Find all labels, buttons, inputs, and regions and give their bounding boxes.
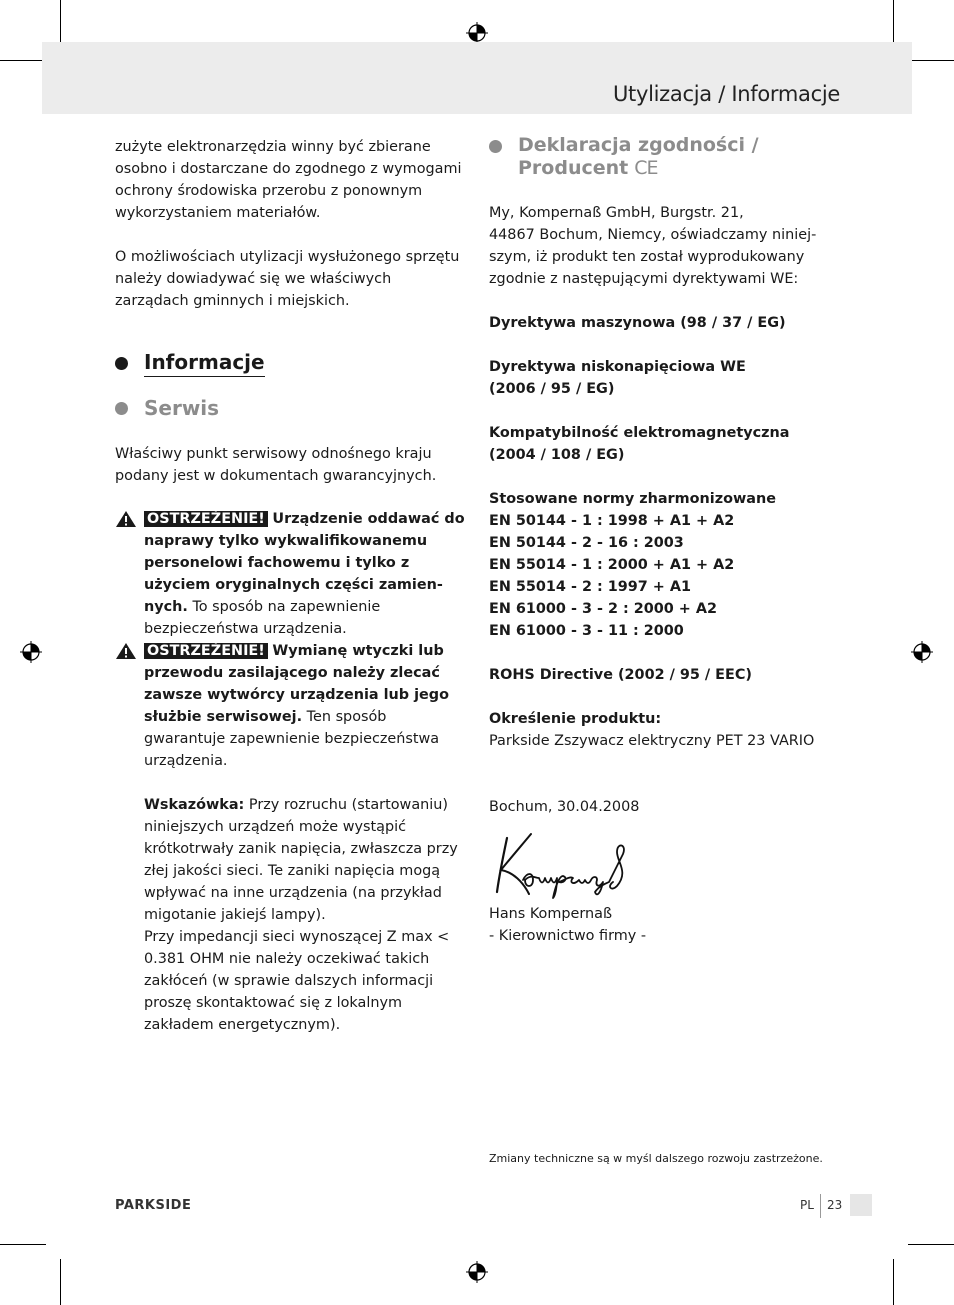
heading-text: Deklaracja zgodności / [518, 134, 759, 156]
registration-mark-icon [466, 1261, 488, 1283]
norm-item: EN 61000 - 3 - 2 : 2000 + A2 [489, 601, 718, 617]
note-text: Przy impedancji sieci wynoszącej Z max < 0.381 OHM nie należy oczekiwać takich zakłóceń (w sprawie dalszych informacji proszę skontaktować się z lokalnym zakładem energetycznym). [144, 929, 450, 1033]
warning-note: Ten sposób gwarantuje zapewnienie bezpieczeństwa urządzenia. [144, 709, 440, 769]
place-date: Bochum, 30.04.2008 [489, 799, 640, 815]
language-code: PL [800, 1198, 814, 1212]
warning-label: OSTRZEŻENIE! [144, 511, 268, 527]
paragraph: zużyte elektronarzędzia winny być zbierane osobno i dostarczane do zgodnego z wymogami ochrony środowiska przerobu z ponownym wykorzystaniem materiałów. [115, 139, 462, 221]
paragraph: My, Kompernaß GmbH, Burgstr. 21, [489, 205, 744, 221]
paragraph: 44867 Bochum, Niemcy, oświadczamy niniejszym, iż produkt ten został wyprodukowany zgodnie z następującymi dyrektywami WE: [489, 227, 817, 287]
intro-text [115, 136, 465, 312]
crop-mark [908, 1244, 954, 1245]
note-label: Wskazówka: [144, 797, 245, 813]
paragraph: Właściwy punkt serwisowy odnośnego kraju podany jest w dokumentach gwarancyjnych. [115, 446, 437, 484]
warning-label: OSTRZEŻENIE! [144, 643, 268, 659]
warning-text: Urządzenie oddawać do naprawy tylko wykwalifikowanemu personelowi fachowemu i tylko z użyciem oryginalnych części zamiennych. [144, 511, 465, 615]
norm-item: EN 55014 - 1 : 2000 + A1 + A2 [489, 557, 735, 573]
heading-text: Serwis [144, 396, 220, 420]
crop-mark [60, 1259, 61, 1305]
warning-text: Wymianę wtyczki lub przewodu zasilającego należy zlecać zawsze wytwórcy urządzenia lub jego służbie serwisowej. [144, 643, 449, 725]
section-heading-service [115, 396, 219, 420]
bullet-icon [115, 402, 128, 415]
divider [820, 1194, 821, 1218]
note-text: Przy rozruchu (startowaniu) niniejszych urządzeń może wystąpić krótkotrwały zanik napięcia, zwłaszcza przy złej jakości sieci. Te zaniki napięcia mogą wpływać na inne urządzenia (na przykład migotanie jakiejś lampy). [144, 797, 458, 923]
product-label: Określenie produktu: [489, 711, 662, 727]
directive: (2004 / 108 / EG) [489, 447, 625, 463]
crop-mark [0, 1244, 46, 1245]
section-heading-info [115, 350, 265, 377]
crop-mark [60, 0, 61, 46]
page-title: Utylizacja / Informacje [612, 82, 840, 106]
product-name: Parkside Zszywacz elektryczny PET 23 VARIO [489, 733, 815, 749]
heading-text: Informacje [144, 350, 265, 377]
page-number: 23 [827, 1198, 843, 1212]
warning-icon [115, 642, 137, 660]
directive: (2006 / 95 / EG) [489, 381, 615, 397]
registration-mark-icon [20, 641, 42, 663]
section-heading-declaration [489, 134, 759, 180]
service-text [115, 443, 465, 487]
norm-item: EN 55014 - 2 : 1997 + A1 [489, 579, 692, 595]
warning-block [115, 508, 465, 640]
norm-item: EN 61000 - 3 - 11 : 2000 [489, 623, 684, 639]
norm-item: EN 50144 - 2 - 16 : 2003 [489, 535, 684, 551]
bullet-icon [489, 140, 502, 153]
norms-title: Stosowane normy zharmonizowane [489, 491, 776, 507]
signer-role: - Kierownictwo firmy - [489, 928, 647, 944]
footnote: Zmiany techniczne są w myśl dalszego rozwoju zastrzeżone. [489, 1152, 823, 1165]
warning-icon [115, 510, 137, 528]
brand-logo: PARKSIDE [115, 1198, 192, 1213]
registration-mark-icon [466, 22, 488, 44]
crop-mark [908, 60, 954, 61]
crop-mark [0, 60, 46, 61]
bullet-icon [115, 357, 128, 370]
registration-mark-icon [911, 641, 933, 663]
norm-item: EN 50144 - 1 : 1998 + A1 + A2 [489, 513, 735, 529]
rohs-directive: ROHS Directive (2002 / 95 / EEC) [489, 667, 752, 683]
heading-text: Producent [518, 157, 629, 179]
directive: Dyrektywa niskonapięciowa WE [489, 359, 746, 375]
note-block [115, 794, 465, 1036]
directive: Dyrektywa maszynowa (98 / 37 / EG) [489, 315, 786, 331]
declaration-text [489, 202, 849, 818]
crop-mark [893, 1259, 894, 1305]
signer-block [489, 903, 849, 947]
ce-mark-icon: CE [634, 157, 658, 179]
crop-mark [893, 0, 894, 46]
signature-image [493, 832, 658, 900]
page-tab-marker [850, 1194, 872, 1216]
warning-note: To sposób na zapewnienie bezpieczeństwa urządzenia. [144, 599, 381, 637]
directive: Kompatybilność elektromagnetyczna [489, 425, 790, 441]
warning-block [115, 640, 465, 772]
signer-name: Hans Kompernaß [489, 906, 613, 922]
paragraph: O możliwościach utylizacji wysłużonego sprzętu należy dowiadywać się we właściwych zarządach gminnych i miejskich. [115, 249, 460, 309]
